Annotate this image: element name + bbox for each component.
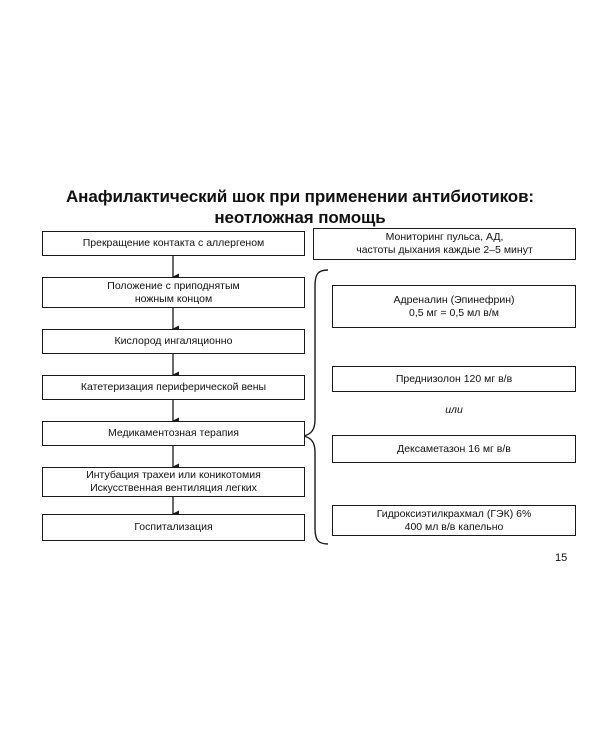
- step-hospitalization: [42, 514, 305, 541]
- step-drug-therapy: [42, 421, 305, 446]
- step-1-line-1: Прекращение контакта с аллергеном: [82, 237, 265, 249]
- monitoring-line-1: Мониторинг пульса, АД,: [385, 231, 504, 243]
- step-5-line-1: Медикаментозная терапия: [108, 427, 239, 439]
- drug-hes-line-2: 400 мл в/в капельно: [404, 520, 504, 533]
- step-4-line-1: Катетеризация периферической вены: [80, 381, 267, 393]
- step-stop-allergen-contact: [42, 231, 305, 256]
- drug-prednisolone: [332, 366, 576, 392]
- step-intubation-ventilation: [42, 467, 305, 497]
- monitoring-line-2: частоты дыхания каждые 2–5 минут: [356, 244, 533, 256]
- drug-adrenaline: [332, 285, 576, 328]
- step-2-line-2: ножным концом: [134, 292, 213, 305]
- page-number: 15: [555, 552, 568, 564]
- drug-dexamethasone: [332, 435, 576, 463]
- step-6-line-2: Искусственная вентиляция легких: [90, 482, 257, 494]
- step-6-line-1: Интубация трахеи или коникотомия: [86, 469, 261, 481]
- step-peripheral-vein-catheterization: [42, 375, 305, 400]
- step-3-line-1: Кислород ингаляционно: [114, 335, 233, 347]
- step-2-line-1: Положение с приподнятым: [107, 279, 240, 292]
- drug-hes-line-1: Гидроксиэтилкрахмал (ГЭК) 6%: [376, 507, 532, 520]
- step-7-line-1: Госпитализация: [134, 521, 213, 533]
- drug-prednisolone-line-1: Преднизолон 120 мг в/в: [395, 372, 513, 385]
- step-raised-legs-position: [42, 277, 305, 308]
- monitoring-box: [313, 228, 576, 260]
- drug-dexamethasone-line-1: Дексаметазон 16 мг в/в: [397, 442, 511, 455]
- step-oxygen-inhalation: [42, 329, 305, 354]
- title-line-2: неотложная помощь: [214, 208, 386, 227]
- drug-adrenaline-line-2: 0,5 мг = 0,5 мл в/м: [408, 306, 500, 319]
- drug-adrenaline-line-1: Адреналин (Эпинефрин): [393, 293, 515, 306]
- or-label: или: [445, 404, 463, 416]
- drug-therapy-curly-brace: [304, 270, 328, 544]
- title-line-1: Анафилактический шок при применении антибиотиков:: [66, 187, 534, 206]
- drug-hydroxyethyl-starch: [332, 505, 576, 536]
